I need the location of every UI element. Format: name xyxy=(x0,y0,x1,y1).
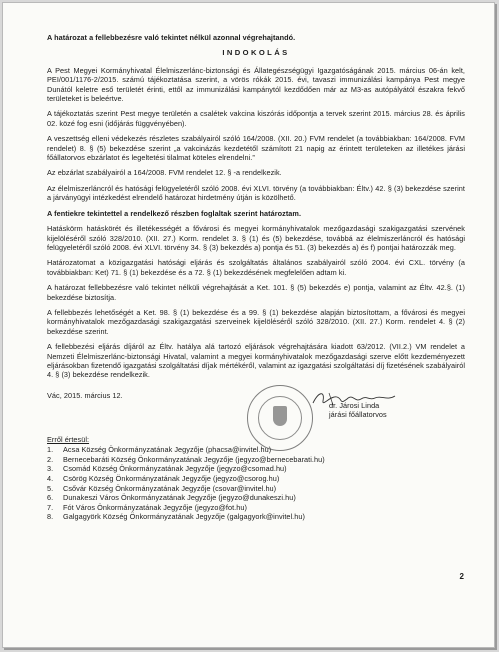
recipients-title: Erről értesül: xyxy=(47,434,90,444)
item-text: Bernecebaráti Község Önkormányzatának Jegyzője (jegyzo@bernecebarati.hu) xyxy=(63,454,325,464)
list-item xyxy=(47,464,465,474)
list-item xyxy=(47,512,465,522)
official-stamp xyxy=(247,385,313,451)
paragraph: A fellebbezési eljárás díjáról az Éltv. hatálya alá tartozó eljárások végrehajtására kiadott 63/2012. (VII.2.) VM rendelet a Nemzeti Élelmiszerlánc-biztonsági Hivatal, valamint a megyei kormányhivatalok mezőgazdasági szerve előtt kezdeményezett eljárásokban fizetendő igazgatási szolgáltatási díjak mértékéről, valamint az igazgatási szolgáltatási díj fizetésének szabályairól 4. § (3) bekezdése rendelkezik. xyxy=(47,342,465,380)
item-text: Galgagyörk Község Önkormányzatának Jegyzője (galgagyork@invitel.hu) xyxy=(63,512,305,522)
document-body xyxy=(47,33,465,522)
section-heading: INDOKOLÁS xyxy=(222,48,290,58)
item-number: 5. xyxy=(47,483,54,493)
item-number: 1. xyxy=(47,445,54,455)
list-item xyxy=(47,503,465,513)
item-number: 6. xyxy=(47,493,54,503)
paragraph: A veszettség elleni védekezés részletes szabályairól szóló 164/2008. (XII. 20.) FVM rendelet (a továbbiakban: 164/2008. FVM rendelet) 8. § (5) bekezdése szerint „a vakcinázás kezdetétől számított 21 napig az érintett területeken az illetékes járási főállatorvos ebzárlatot és legeltetési tilalmat köteles elrendelni.” xyxy=(47,134,465,163)
item-text: Dunakeszi Város Önkormányzatának Jegyzője (jegyzo@dunakeszi.hu) xyxy=(63,493,296,503)
item-number: 8. xyxy=(47,512,54,522)
list-item xyxy=(47,484,465,494)
item-text: Fót Város Önkormányzatának Jegyzője (jegyzo@fot.hu) xyxy=(63,502,247,512)
list-item xyxy=(47,455,465,465)
enforcement-note: A határozat a fellebbezésre való tekintet nélkül azonnal végrehajtandó. xyxy=(47,33,296,42)
paragraph: A tájékoztatás szerint Pest megye területén a csalétek vakcina kiszórás időpontja a tervek szerint 2015. március 28. és április 02. közé fog esni (időjárás függvényében). xyxy=(47,109,465,128)
paragraph: Határozatomat a közigazgatási hatósági eljárás és szolgáltatás általános szabályairól szóló 2004. évi CXL. törvény (a továbbiakban: Ket) 71. § (1) bekezdése és a 72. § (1) bekezdésének megfelelően adtam ki. xyxy=(47,258,465,277)
paragraph: A fellebbezés lehetőségét a Ket. 98. § (1) bekezdése és a 99. § (1) bekezdése alapján biztosítottam, a fővárosi és megyei kormányhivatalok mezőgazdasági szakigazgatási szerveinek kijelöléséről szóló 328/2010. (XII. 27.) Korm. rendelet 4. § (2) bekezdése szerint. xyxy=(47,307,465,336)
list-item xyxy=(47,474,465,484)
item-number: 2. xyxy=(47,454,54,464)
document-page xyxy=(2,2,495,648)
paragraph: Az ebzárlat szabályairól a 164/2008. FVM rendelet 12. § -a rendelkezik. xyxy=(47,168,282,178)
page-number: 2 xyxy=(459,572,464,581)
decision-statement: A fentiekre tekintettel a rendelkező részben foglaltak szerint határoztam. xyxy=(47,208,302,218)
item-text: Csővár Község Önkormányzatának Jegyzője (csovar@invitel.hu) xyxy=(63,483,277,493)
recipient-list xyxy=(47,445,465,522)
paragraph: A határozat fellebbezésre való tekintet nélküli végrehajtását a Ket. 101. § (5) bekezdés e) pontja, valamint az Éltv. 42.§. (1) bekezdése biztosítja. xyxy=(47,283,465,302)
list-item xyxy=(47,445,465,455)
paragraph: Az élelmiszerláncról és hatósági felügyeletéről szóló 2008. évi XLVI. törvény (a továbbiakban: Éltv.) 42. § (3) bekezdése szerint a járványügyi intézkedést elrendelő határozat hirdetmény útján is közölhető. xyxy=(47,183,465,203)
signature-block xyxy=(47,391,465,435)
item-text: Csomád Község Önkormányzatának Jegyzője (jegyzo@csomad.hu) xyxy=(63,464,287,474)
item-text: Csörög Község Önkormányzatának Jegyzője (jegyzo@csorog.hu) xyxy=(63,473,280,483)
signer-name: dr. Járosi Linda xyxy=(329,400,380,410)
item-number: 3. xyxy=(47,464,54,474)
item-text: Acsa Község Önkormányzatának Jegyzője (phacsa@invitel.hu) xyxy=(63,445,272,455)
item-number: 7. xyxy=(47,502,54,512)
signer-title: járási főállatorvos xyxy=(329,409,387,419)
coat-of-arms-icon xyxy=(273,406,287,426)
item-number: 4. xyxy=(47,473,54,483)
list-item xyxy=(47,493,465,503)
paragraph: A Pest Megyei Kormányhivatal Élelmiszerlánc-biztonsági és Állategészségügyi Igazgatóságának 2015. március 06-án kelt, PEI/001/1176-2/2015. számú tájékoztatása szerint, a vörös rókák 2015. évi, tavaszi immunizálási kampánya Pest megye Dunától keletre eső területét érinti, ettől az immunizálási kampánytól kezdődően már az M3-as autópályától északra fekvő területeket is beleértve. xyxy=(47,65,465,104)
issue-date: Vác, 2015. március 12. xyxy=(47,390,123,400)
signer xyxy=(329,401,387,419)
paragraph: Hatáskörm hatáskörét és illetékességét a fővárosi és megyei kormányhivatalok mezőgazdasági szakigazgatási szervének kijelöléséről szóló 328/2010. (XII. 27.) Korm. rendelet 3. § (1) és (5) bekezdése, továbbá az élelmiszerláncról és hatósági felügyeletéről szóló 2008. évi XLVI. törvény 34. § (3) bekezdés a) pontja és 51. (3) bekezdés a) és f) pontjai határozzák meg. xyxy=(47,224,465,252)
